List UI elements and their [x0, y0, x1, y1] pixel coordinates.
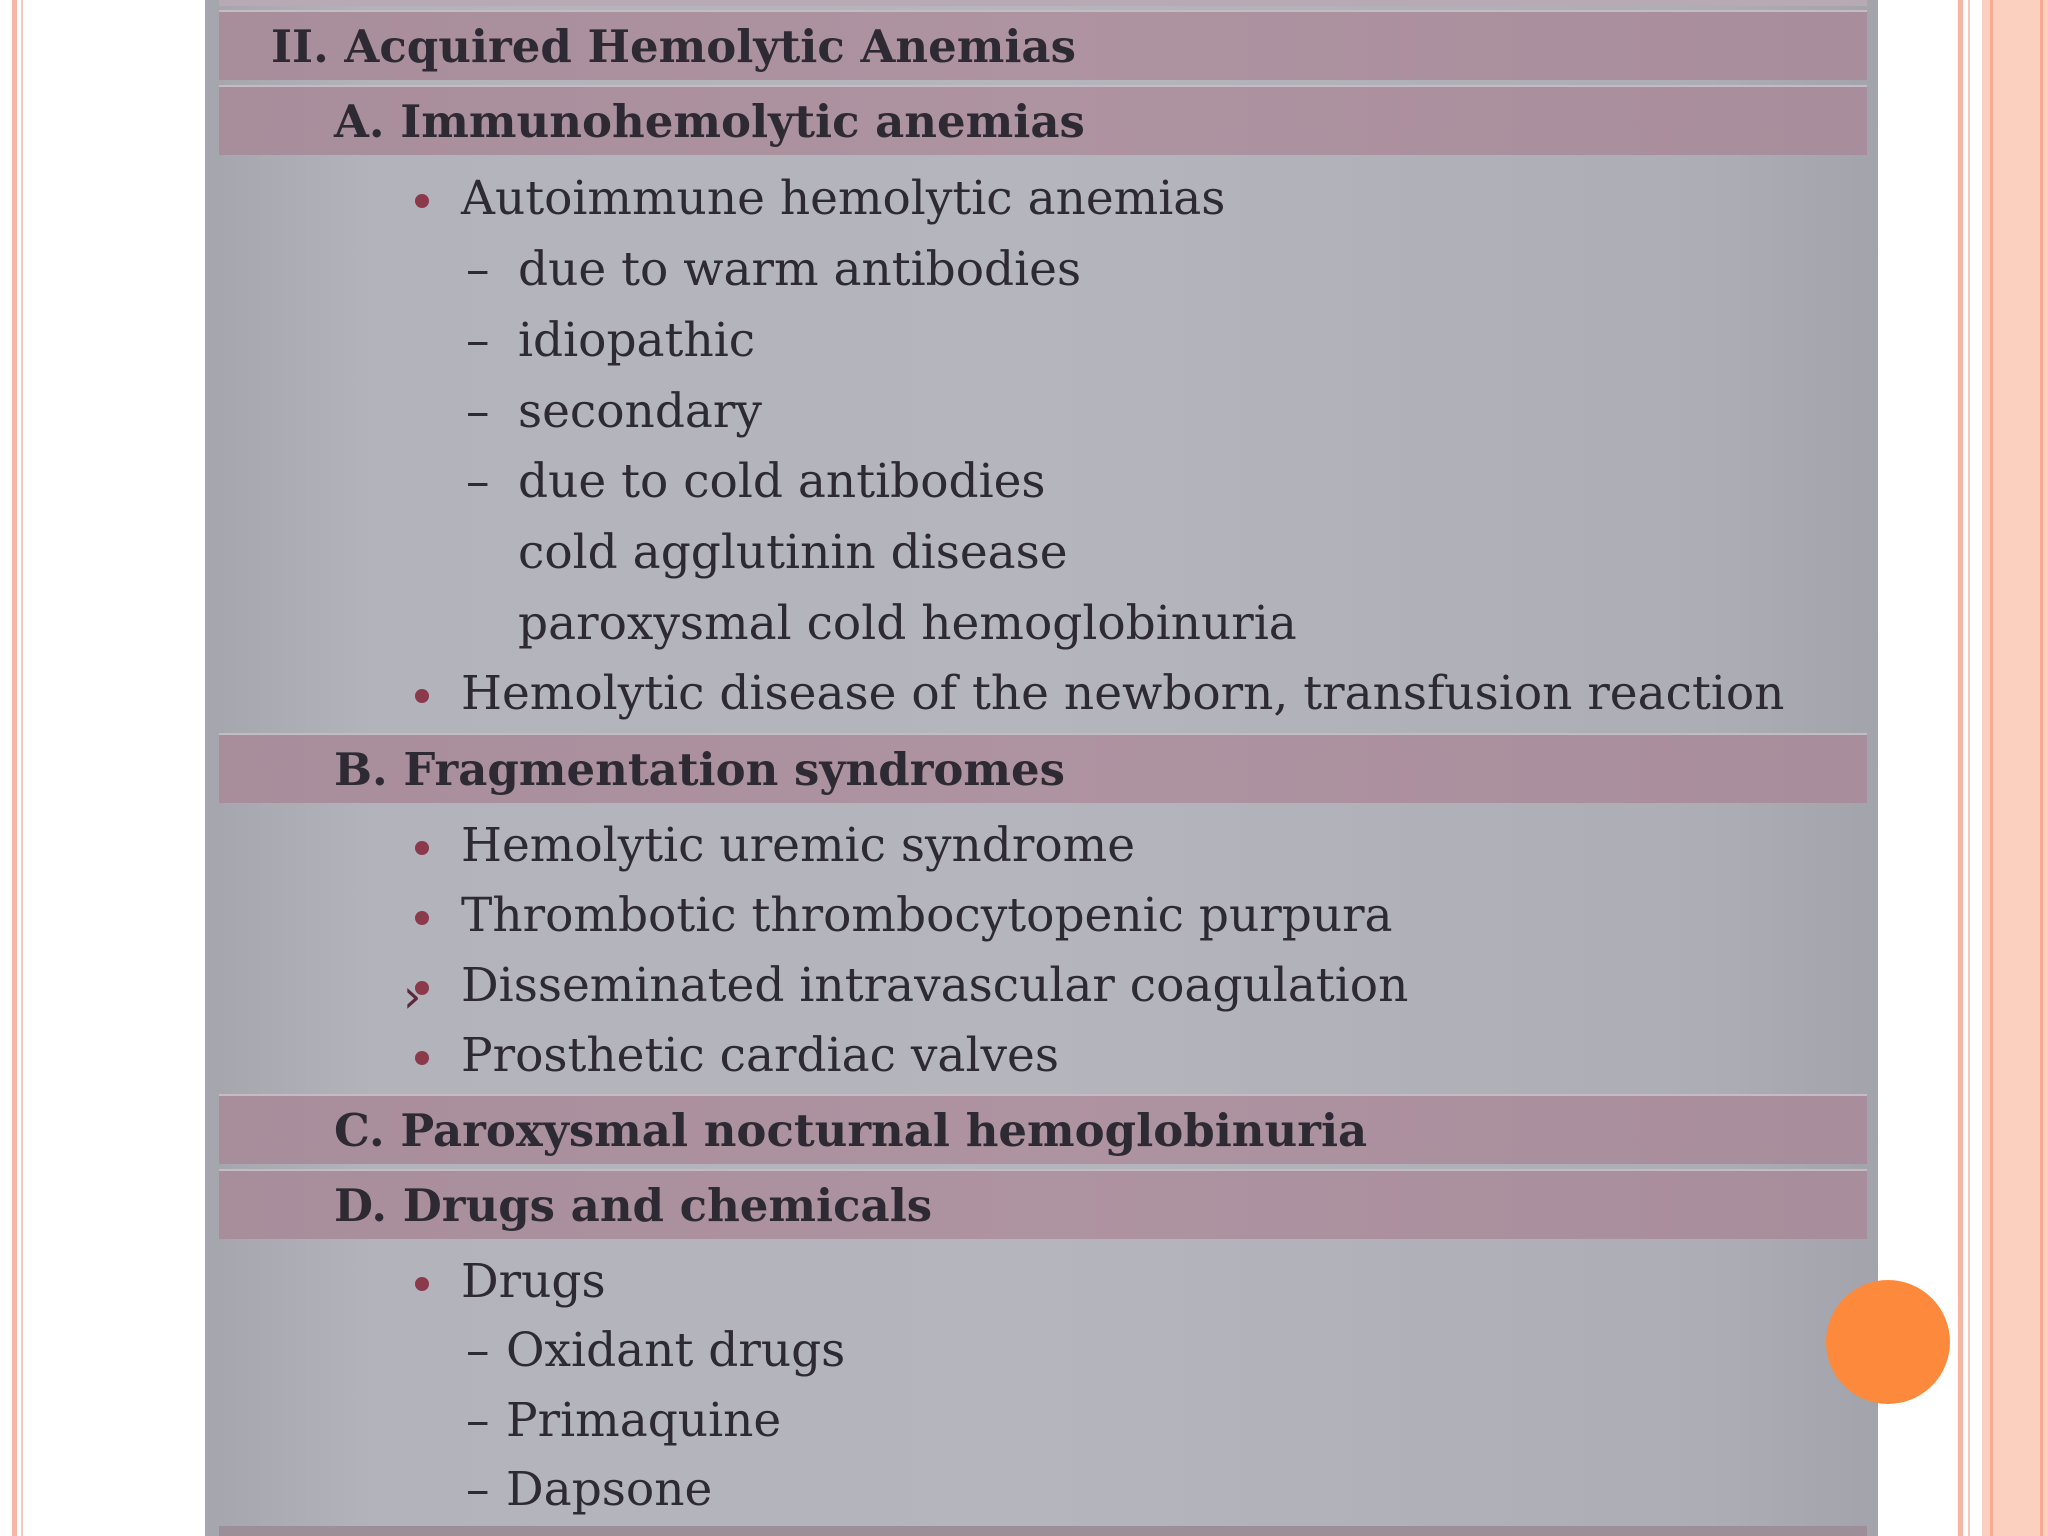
list-item: [219, 164, 1867, 234]
dash-icon: –: [466, 1462, 490, 1517]
list-item-text: Disseminated intravascular coagulation: [461, 958, 1409, 1013]
list-subitem: [219, 447, 1867, 517]
list-item: [219, 881, 1867, 951]
list-subitem-detail: [219, 518, 1867, 588]
dash-icon: –: [466, 313, 490, 368]
section-a-heading: [219, 85, 1867, 155]
list-subitem: [219, 306, 1867, 376]
right-border-band-line: [1990, 0, 1993, 1536]
dash-icon: –: [466, 242, 490, 297]
list-item: [219, 1021, 1867, 1091]
list-subitem-detail: [219, 589, 1867, 659]
table-bottom-edge: [219, 1526, 1867, 1536]
list-item: [219, 659, 1867, 729]
left-border-line-inner: [21, 0, 23, 1536]
list-item-text: Drugs: [461, 1254, 606, 1309]
classification-table: [219, 0, 1867, 1536]
list-subitem-detail-text: paroxysmal cold hemoglobinuria: [518, 596, 1297, 651]
list-item-text: Prosthetic cardiac valves: [461, 1028, 1059, 1083]
list-subitem: [219, 235, 1867, 305]
handwritten-tick-icon: ›: [403, 969, 422, 1023]
dash-icon: –: [466, 384, 490, 439]
list-item-text: Hemolytic uremic syndrome: [461, 818, 1136, 873]
list-subitem-text: Primaquine: [506, 1393, 782, 1448]
list-item-text: Autoimmune hemolytic anemias: [461, 171, 1226, 226]
list-item-text: Hemolytic disease of the newborn, transfusion reaction: [461, 666, 1785, 721]
orange-circle-decoration: [1826, 1280, 1950, 1404]
list-subitem-text: Oxidant drugs: [506, 1323, 846, 1378]
list-subitem-text: secondary: [518, 384, 762, 439]
textbook-photo: [205, 0, 1878, 1536]
section-b-heading: [219, 733, 1867, 803]
list-item-text: Thrombotic thrombocytopenic purpura: [461, 888, 1393, 943]
list-subitem-detail-text: cold agglutinin disease: [518, 525, 1068, 580]
section-c-heading: [219, 1094, 1867, 1164]
dash-icon: –: [466, 454, 490, 509]
section-a-heading-text: A. Immunohemolytic anemias: [334, 95, 1085, 148]
list-subitem: [219, 1455, 1867, 1525]
right-border-line-inner: [1968, 0, 1970, 1536]
list-item: [219, 811, 1867, 881]
section-d-heading: [219, 1169, 1867, 1239]
list-subitem: [219, 377, 1867, 447]
dash-icon: –: [466, 1323, 490, 1378]
section-c-heading-text: C. Paroxysmal nocturnal hemoglobinuria: [334, 1104, 1368, 1157]
section-d-heading-text: D. Drugs and chemicals: [334, 1179, 933, 1232]
dash-icon: –: [466, 1393, 490, 1448]
list-subitem-text: due to warm antibodies: [518, 242, 1082, 297]
list-subitem-text: due to cold antibodies: [518, 454, 1046, 509]
section-b-heading-text: B. Fragmentation syndromes: [334, 743, 1066, 796]
left-border-line: [12, 0, 17, 1536]
right-border-band-line: [2040, 0, 2043, 1536]
list-item: [219, 1247, 1867, 1317]
list-subitem: [219, 1316, 1867, 1386]
table-top-edge: [219, 0, 1867, 6]
right-border-line: [1958, 0, 1963, 1536]
main-heading: [219, 10, 1867, 80]
list-subitem: [219, 1386, 1867, 1456]
main-heading-text: II. Acquired Hemolytic Anemias: [271, 20, 1076, 73]
list-subitem-text: Dapsone: [506, 1462, 713, 1517]
list-subitem-text: idiopathic: [518, 313, 756, 368]
list-item: [219, 951, 1867, 1021]
